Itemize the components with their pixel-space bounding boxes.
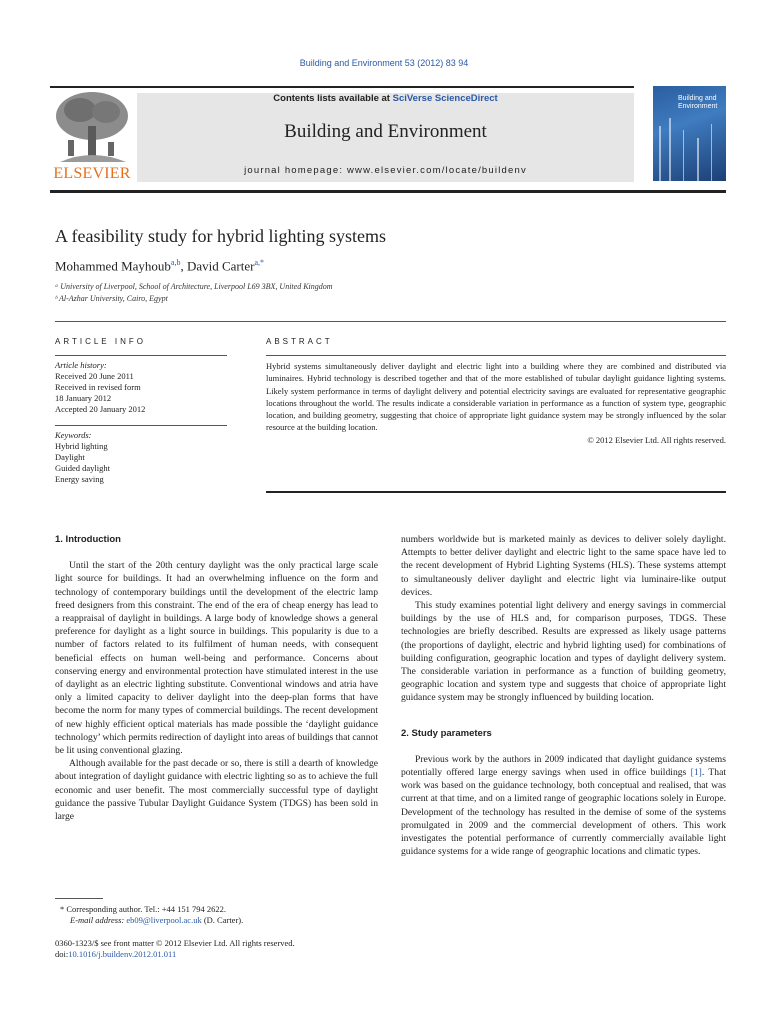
keyword: Daylight xyxy=(55,452,85,462)
article-info-rule xyxy=(55,355,227,356)
history-line: 18 January 2012 xyxy=(55,393,112,403)
affiliation-b: ᵇ Al-Azhar University, Cairo, Egypt xyxy=(55,294,168,303)
right-paragraph-2: This study examines potential light delivery and energy savings in commercial buildings by the use of HLS and, for comparison purposes, TDGS. These technologies are briefly described. Results are expressed as likely usage patterns (the proportions of daylight, electric and hybrid lighting used) for combinations of building configuration, geographic location and types of daylight delivery system. The considerable variation in performance as a function of building geometry, geographic location and system type and suggests that choice of appropriate light guidance system may be strongly influenced by building location. xyxy=(401,600,726,704)
reference-link[interactable]: [1] xyxy=(690,767,702,779)
header-top-rule xyxy=(50,86,634,88)
journal-homepage[interactable]: journal homepage: www.elsevier.com/locate/buildenv xyxy=(244,165,527,176)
journal-citation: Building and Environment 53 (2012) 83 94 xyxy=(299,58,469,68)
affiliation-a: ᵃ University of Liverpool, School of Architecture, Liverpool L69 3BX, United Kingdom xyxy=(55,282,333,291)
article-history xyxy=(55,360,227,415)
issn-line: 0360-1323/$ see front matter © 2012 Elsevier Ltd. All rights reserved. xyxy=(55,938,295,948)
right-paragraph-1: numbers worldwide but is marketed mainly as devices to deliver solely daylight. Attempts to better deliver daylight and electric light to the same space have led to the recent development of Hybrid Lighting Systems (HLS). These systems attempt to simultaneously deliver daylight and electric light via luminaire-like output devices. xyxy=(401,534,726,598)
title-block-rule xyxy=(55,321,726,322)
contents-line xyxy=(137,93,634,104)
journal-title: Building and Environment xyxy=(284,121,487,142)
keyword: Energy saving xyxy=(55,474,104,484)
abstract-copyright: © 2012 Elsevier Ltd. All rights reserved. xyxy=(587,434,726,445)
history-line: Accepted 20 January 2012 xyxy=(55,404,146,414)
email-link[interactable]: eb09@liverpool.ac.uk xyxy=(126,915,202,925)
header-bottom-rule xyxy=(50,190,726,193)
keywords-rule xyxy=(55,425,227,426)
footnotes xyxy=(60,904,380,926)
author-name: David Carter xyxy=(186,258,255,274)
affiliation-mark[interactable]: a,b xyxy=(170,258,181,267)
history-line: Received 20 June 2011 xyxy=(55,371,134,381)
study-parameters-heading: 2. Study parameters xyxy=(401,727,492,739)
body-left-column xyxy=(55,533,378,823)
paper-title: A feasibility study for hybrid lighting systems xyxy=(55,226,386,246)
keywords-list xyxy=(55,430,227,485)
introduction-heading: 1. Introduction xyxy=(55,534,121,545)
study-text: Previous work by the authors in 2009 indicated that daylight guidance systems potentially offered large energy savings when used in office buildings xyxy=(401,753,726,779)
study-paragraph-1 xyxy=(401,753,726,859)
abstract-heading: ABSTRACT xyxy=(266,337,333,346)
elsevier-wordmark: ELSEVIER xyxy=(53,165,131,182)
body-right-column xyxy=(401,533,726,858)
history-label: Article history: xyxy=(55,360,107,370)
study-text: . That work was based on the guidance technology, both conceptual and realised, that was current at that time, and on a limited range of geographic locations solely in Europe. Development of the technology has resulted in the demise of some of the systems promulgated in 2009 and the commercial development of others. This work investigates the potential performance of currently commercially available light guidance systems for a wide range of geographic locations and climatic types. xyxy=(401,767,726,858)
email-suffix: (D. Carter). xyxy=(201,915,244,925)
footnote-rule xyxy=(55,898,103,899)
keyword: Hybrid lighting xyxy=(55,441,108,451)
abstract-rule xyxy=(266,355,726,356)
doi-label: doi: xyxy=(55,949,69,959)
article-info-heading: ARTICLE INFO xyxy=(55,337,146,346)
cover-title: Building and Environment xyxy=(678,95,718,110)
contents-prefix: Contents lists available at xyxy=(273,93,393,104)
keyword: Guided daylight xyxy=(55,463,111,473)
abstract-bottom-rule xyxy=(266,491,726,493)
corresponding-author-mark[interactable]: * xyxy=(260,258,265,267)
publication-info xyxy=(55,938,385,960)
email-label: E-mail address: xyxy=(70,915,127,925)
author-list xyxy=(55,258,264,274)
keywords-label: Keywords: xyxy=(55,430,92,440)
abstract-body xyxy=(266,360,726,446)
abstract-text: Hybrid systems simultaneously deliver daylight and electric light into a building where they are combined and distributed via luminaires. Hybrid technology is described together and that of the more established of tubular daylight guidance lighting systems. Likely system performance in terms of daylight delivery and potential electricity savings are evaluated for representative geographic locations throughout the world. The results indicate a considerable variation in performance as a function of system type, geographic location, and building geometry, suggesting that choice of appropriate light guidance system may be strongly influenced by the solar resource at the building location. xyxy=(266,361,726,433)
history-line: Received in revised form xyxy=(55,382,141,392)
doi-link[interactable]: 10.1016/j.buildenv.2012.01.011 xyxy=(68,949,177,959)
author-separator: , xyxy=(180,258,187,274)
intro-paragraph-1: Until the start of the 20th century daylight was the only practical large scale light source for buildings. It had an overwhelming influence on the form and technology of contemporary buildings until the development of the electric lamp freed designers from this constraint. The end of the era of cheap energy has lead to a reappraisal of daylight in buildings. A large body of knowledge shows a general preference for daylight as a light source in buildings. This popularity is due to a number of factors related to its fulfilment of human needs, with consequent beneficial effects on human well-being and performance. Concerns about conserving energy and environmental protection have stimulated interest in the use of daylight as an electric lighting substitute. Conventional windows and atria have only a limited capacity to deliver daylight into the deep-plan forms that have become the norm for many types of commercial buildings. The recent development of new highly efficient optical materials has made possible the ‘daylight guidance technology’ which permits redirection of daylight into areas of buildings that cannot be lit using conventional glazing. xyxy=(55,560,378,757)
sciverse-link[interactable]: SciVerse ScienceDirect xyxy=(392,93,498,104)
author-name: Mohammed Mayhoub xyxy=(55,258,171,274)
corresponding-author-note: * Corresponding author. Tel.: +44 151 794 2622. xyxy=(60,904,227,914)
intro-paragraph-2: Although available for the past decade or so, there is still a dearth of knowledge about integration of daylight guidance with electric lighting so as to achieve the full economic and user benefit. The most commercially successful type of daylight guidance the passive Tubular Daylight Guidance System (TDGS) has been sold in large xyxy=(55,758,378,823)
affiliation-mark[interactable]: a, xyxy=(254,258,261,267)
journal-cover-image xyxy=(653,86,726,181)
